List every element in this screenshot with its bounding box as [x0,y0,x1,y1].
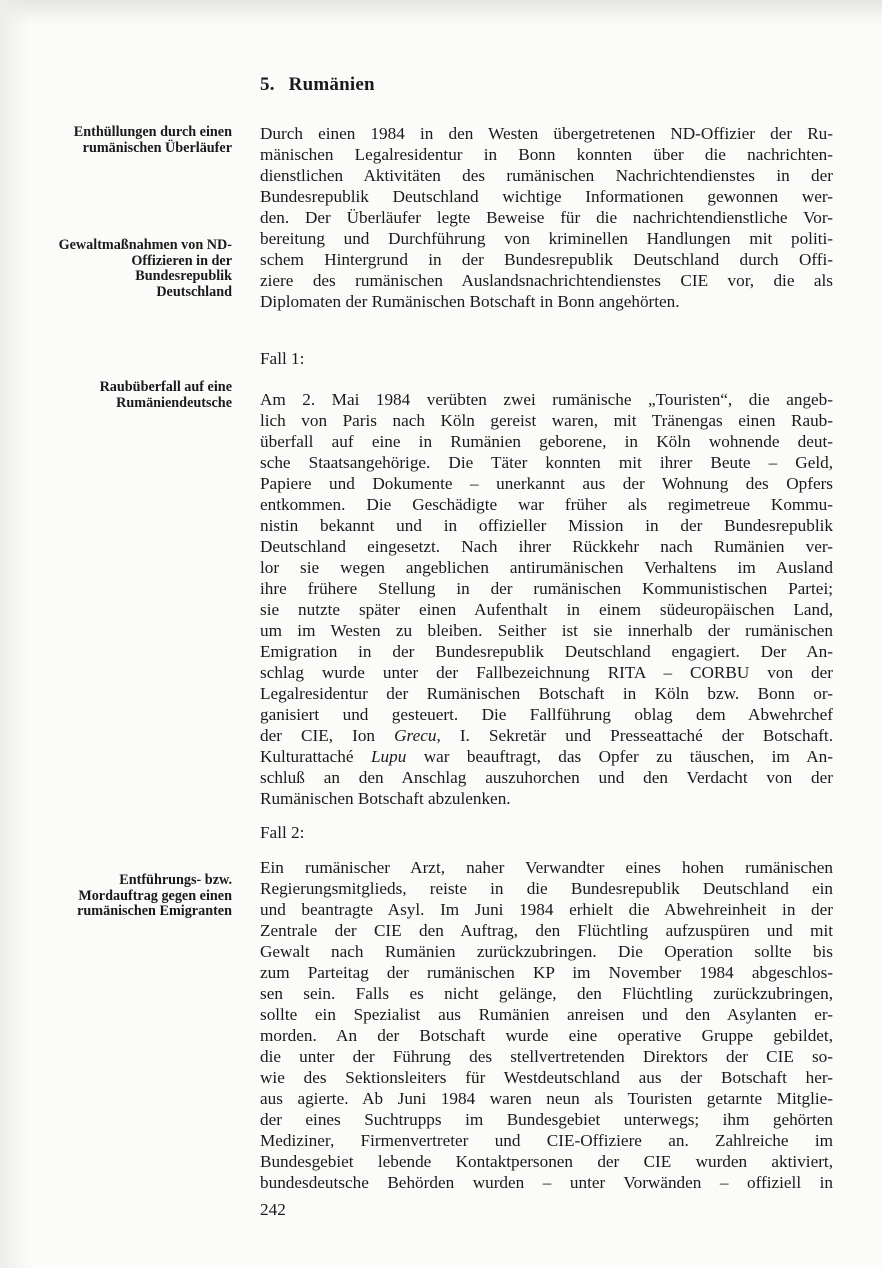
fall-2-label: Fall 2: [260,823,305,842]
text-line: sollte ein Spezialist aus Rumänien anreisen und den Asylanten er- [260,1005,833,1024]
text-line: nistin bekannt und in offizieller Mission in der Bundesrepublik [260,516,833,535]
margin-note-kidnapping: Entführungs- bzw. Mordauftrag gegen einen rumänischen Emigranten [77,872,232,919]
margin-note-defector: Enthüllungen durch einen rumänischen Überläufer [73,124,232,156]
text-line: lich von Paris nach Köln gereist waren, mit Tränengas einen Raub- [260,411,833,430]
text-line: ziere des rumänischen Auslandsnachrichtendienstes CIE vor, die als [260,271,833,290]
text-line: sie nutzte später einen Aufenthalt in einem südeuropäischen Land, [260,600,833,619]
text-line: aus agierte. Ab Juni 1984 waren neun als Touristen getarnte Mitglie- [260,1089,833,1108]
text-line: Papiere und Dokumente – unerkannt aus der Wohnung des Opfers [260,474,833,493]
text-line: schluß an den Anschlag auszuhorchen und den Verdacht von der [260,768,833,787]
text-line: Mediziner, Firmenvertreter und CIE-Offiziere an. Zahlreiche im [260,1131,833,1150]
text-line: Bundesgebiet lebende Kontaktpersonen der CIE wurden aktiviert, [260,1152,833,1171]
text-line: morden. An der Botschaft wurde eine operative Gruppe gebildet, [260,1026,833,1045]
text-line: Zentrale der CIE den Auftrag, den Flüchtling aufzuspüren und mit [260,921,833,940]
text-line: ihre frühere Stellung in der rumänischen Kommunistischen Partei; [260,579,833,598]
page-number: 242 [260,1200,286,1219]
text-line: Legalresidentur der Rumänischen Botschaft in Köln bzw. Bonn or- [260,684,833,703]
fall-2-paragraph [260,857,833,1193]
text-line: Rumänischen Botschaft abzulenken. [260,789,511,808]
text-line: bundesdeutsche Behörden wurden – unter Vorwänden – offiziell in [260,1173,833,1192]
text-line: Durch einen 1984 in den Westen übergetretenen ND-Offizier der Ru- [260,124,833,143]
text-line: der eines Suchtrupps im Bundesgebiet unterwegs; ihm gehörten [260,1110,833,1129]
fall-1-paragraph [260,389,833,809]
text-line: ganisiert und gesteuert. Die Fallführung oblag dem Abwehrchef [260,705,833,724]
text-line: sen sein. Falls es nicht gelänge, den Flüchtling zurückzubringen, [260,984,833,1003]
margin-note-robbery: Raubüberfall auf eine Rumäniendeutsche [99,379,232,411]
text-line: entkommen. Die Geschädigte war früher als regimetreue Kommu- [260,495,833,514]
text-line: Emigration in der Bundesrepublik Deutschland engagiert. Der An- [260,642,833,661]
text-line: dienstlichen Aktivitäten des rumänischen Nachrichtendienstes in der [260,166,833,185]
section-title: Rumänien [288,74,375,95]
text-line: wie des Sektionsleiters für Westdeutschland aus der Botschaft her- [260,1068,833,1087]
text-line: Gewalt nach Rumänien zurückzubringen. Die Operation sollte bis [260,942,833,961]
text-line: Am 2. Mai 1984 verübten zwei rumänische „Touristen“, die angeb- [260,390,833,409]
text-line: zum Parteitag der rumänischen KP im November 1984 abgeschlos- [260,963,833,982]
text-line: Bundesrepublik Deutschland wichtige Informationen gewonnen wer- [260,187,833,206]
text-line: Kulturattaché Lupu war beauftragt, das Opfer zu täuschen, im An- [260,747,833,766]
text-line: der CIE, Ion Grecu, I. Sekretär und Presseattaché der Botschaft. [260,726,833,745]
text-line: schlag wurde unter der Fallbezeichnung RITA – CORBU von der [260,663,833,682]
text-line: um im Westen zu bleiben. Seither ist sie innerhalb der rumänischen [260,621,833,640]
text-line: Ein rumänischer Arzt, naher Verwandter eines hohen rumänischen [260,858,833,877]
intro-paragraph [260,123,833,312]
text-line: lor sie wegen angeblichen antirumänischen Verhaltens im Ausland [260,558,833,577]
section-number: 5. [260,74,275,95]
fall-1-label: Fall 1: [260,349,305,368]
text-line: Diplomaten der Rumänischen Botschaft in Bonn angehörten. [260,292,680,311]
text-line: Deutschland eingesetzt. Nach ihrer Rückkehr nach Rumänien ver- [260,537,833,556]
text-line: bereitung und Durchführung von kriminellen Handlungen mit politi- [260,229,833,248]
section-heading [260,74,375,96]
text-line: den. Der Überläufer legte Beweise für die nachrichtendienstliche Vor- [260,208,833,227]
text-line: mänischen Legalresidentur in Bonn konnten über die nachrichten- [260,145,833,164]
margin-note-violence: Gewaltmaßnahmen von ND-Offizieren in der Bundesrepublik Deutschland [58,237,232,300]
text-line: sche Staatsangehörige. Die Täter konnten mit ihrer Beute – Geld, [260,453,833,472]
text-line: und beantragte Asyl. Im Juni 1984 erhielt die Abwehreinheit in der [260,900,833,919]
scan-shadow-left [0,0,30,1268]
text-line: schem Hintergrund in der Bundesrepublik Deutschland durch Offi- [260,250,833,269]
scan-shadow-top [0,0,882,26]
text-line: überfall auf eine in Rumänien geborene, in Köln wohnende deut- [260,432,833,451]
text-line: die unter der Führung des stellvertretenden Direktors der CIE so- [260,1047,833,1066]
text-line: Regierungsmitglieds, reiste in die Bundesrepublik Deutschland ein [260,879,833,898]
